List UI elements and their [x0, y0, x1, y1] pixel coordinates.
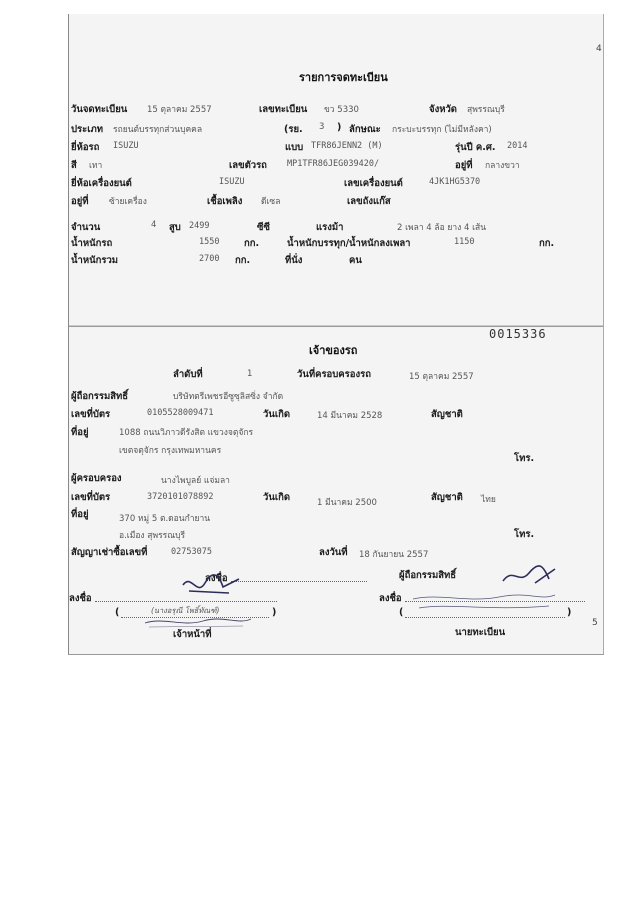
- contract-date-value: 18 กันยายน 2557: [359, 550, 429, 560]
- model-label: แบบ: [285, 142, 304, 153]
- plate-label: เลขทะเบียน: [259, 104, 308, 115]
- card-number-value: 0105528009471: [147, 408, 214, 418]
- count-value: 4: [151, 220, 157, 230]
- plate-value: ขว 5330: [324, 105, 359, 115]
- possessor-value: นางไพบูลย์ แจ่มลา: [161, 476, 230, 486]
- rs-label: (รย.: [284, 124, 303, 135]
- weight-label: น้ำหนักรถ: [71, 238, 113, 249]
- card-number-label: เลขที่บัตร: [71, 409, 111, 420]
- address-label: ที่อยู่: [71, 427, 89, 438]
- card2-value: 3720101078892: [147, 492, 214, 502]
- holder-value: บริษัทตรีเพชรอีซูซุลิสซิ่ง จำกัด: [173, 392, 284, 402]
- sign-label-b: ลงชื่อ: [69, 593, 92, 604]
- horsepower-label: แรงม้า: [316, 222, 344, 233]
- nationality-label: สัญชาติ: [431, 409, 463, 420]
- contract-date-label: ลงวันที่: [319, 547, 348, 558]
- registration-document: [68, 14, 604, 655]
- address2-line1: 370 หมู่ 5 ต.ดอนกำยาน: [119, 514, 211, 524]
- reg-date-value: 15 ตุลาคม 2557: [147, 105, 212, 115]
- phone-label: โทร.: [514, 453, 535, 464]
- birth-date2-value: 1 มีนาคม 2500: [317, 498, 377, 508]
- brand-label: ยี่ห้อรถ: [71, 142, 100, 153]
- left-paren-open: (: [115, 607, 120, 618]
- cc-label: ซีซี: [257, 222, 270, 233]
- count-label: จำนวน: [71, 222, 101, 233]
- year-value: 2014: [507, 141, 528, 151]
- registrar-caption: นายทะเบียน: [455, 627, 506, 638]
- cylinder-label: สูบ: [169, 222, 181, 233]
- contract-value: 02753075: [171, 547, 212, 557]
- engine-position-label: อยู่ที่: [71, 196, 89, 207]
- address-line1: 1088 ถนนวิภาวดีรังสิต แขวงจตุจักร: [119, 428, 254, 438]
- birth-date-value: 14 มีนาคม 2528: [317, 411, 383, 421]
- engine-brand-value: ISUZU: [219, 177, 245, 187]
- possession-date-label: วันที่ครอบครองรถ: [297, 369, 371, 380]
- birth-date-label: วันเกิด: [263, 409, 290, 420]
- address2-line2: อ.เมือง สุพรรณบุรี: [119, 531, 186, 541]
- style-value: กระบะบรรทุก (ไม่มีหลังคา): [392, 125, 492, 135]
- contract-label: สัญญาเช่าซื้อเลขที่: [71, 547, 148, 558]
- weight-value: 1550: [199, 237, 220, 247]
- style-label: ลักษณะ: [349, 124, 381, 135]
- color-label: สี: [71, 160, 77, 171]
- gas-tank-label: เลขถังแก๊ส: [347, 196, 391, 207]
- chassis-position-label: อยู่ที่: [455, 160, 473, 171]
- fuel-value: ดีเซล: [261, 197, 281, 207]
- card2-label: เลขที่บัตร: [71, 492, 111, 503]
- sequence-label: ลำดับที่: [173, 369, 203, 380]
- nationality2-value: ไทย: [481, 495, 496, 505]
- color-value: เทา: [89, 161, 103, 171]
- load-unit: กก.: [539, 238, 555, 249]
- holder-signature: [499, 563, 559, 589]
- owner-title: เจ้าของรถ: [309, 344, 358, 357]
- chassis-position-value: กลางขวา: [485, 161, 520, 171]
- seat-unit: คน: [349, 255, 362, 266]
- total-weight-value: 2700: [199, 254, 220, 264]
- officer-stamp: [143, 613, 253, 631]
- fuel-label: เชื้อเพลิง: [207, 196, 243, 207]
- engine-position-value: ซ้ายเครื่อง: [109, 197, 147, 207]
- seat-label: ที่นั่ง: [285, 255, 303, 266]
- officer-caption: เจ้าหน้าที่: [173, 629, 212, 640]
- possession-date-value: 15 ตุลาคม 2557: [409, 372, 474, 382]
- engine-brand-label: ยี่ห้อเครื่องยนต์: [71, 178, 132, 189]
- chassis-label: เลขตัวรถ: [229, 160, 267, 171]
- sign-line-b: [95, 601, 277, 602]
- province-value: สุพรรณบุรี: [467, 105, 505, 115]
- load-label: น้ำหนักบรรทุก/น้ำหนักลงเพลา: [287, 238, 411, 249]
- type-label: ประเภท: [71, 124, 104, 135]
- sign-line-a: [231, 581, 367, 582]
- cylinder-value: 2499: [189, 221, 210, 231]
- officer-name: (นางอรุณี โพธิ์ทัณฑ์): [151, 606, 220, 615]
- province-label: จังหวัด: [429, 104, 457, 115]
- load-value: 1150: [454, 237, 475, 247]
- weight-unit: กก.: [244, 238, 260, 249]
- holder-sign-label: ผู้ถือกรรมสิทธิ์: [399, 570, 457, 581]
- officer-signature: [179, 571, 249, 599]
- birth-date2-label: วันเกิด: [263, 492, 290, 503]
- year-label: รุ่นปี ค.ศ.: [455, 142, 496, 153]
- rs-close: ): [337, 122, 342, 133]
- total-weight-label: น้ำหนักรวม: [71, 255, 119, 266]
- total-weight-unit: กก.: [235, 255, 251, 266]
- sign-label-a: ลงชื่อ: [205, 573, 228, 584]
- right-paren-line: [405, 617, 565, 618]
- rs-value: 3: [319, 122, 325, 132]
- engine-number-value: 4JK1HG5370: [429, 177, 481, 187]
- address-line2: เขตจตุจักร กรุงเทพมหานคร: [119, 446, 222, 456]
- possessor-label: ผู้ครอบครอง: [71, 473, 122, 484]
- sign-label-c: ลงชื่อ: [379, 593, 402, 604]
- type-value: รถยนต์บรรทุกส่วนบุคคล: [113, 125, 203, 135]
- owner-section: [69, 326, 603, 655]
- registration-title: รายการจดทะเบียน: [299, 71, 388, 84]
- chassis-value: MP1TFR86JEG039420/: [287, 159, 380, 169]
- phone2-label: โทร.: [514, 529, 535, 540]
- left-paren-close: ): [272, 607, 277, 618]
- address2-label: ที่อยู่: [71, 509, 89, 520]
- axle-value: 2 เพลา 4 ล้อ ยาง 4 เส้น: [397, 223, 487, 233]
- right-paren-open: (: [399, 607, 404, 618]
- serial-number: 0015336: [489, 327, 547, 341]
- page-number-top: 4: [596, 44, 602, 54]
- nationality2-label: สัญชาติ: [431, 492, 463, 503]
- brand-value: ISUZU: [113, 141, 139, 151]
- model-value: TFR86JENN2 (M): [311, 141, 383, 151]
- sequence-value: 1: [247, 369, 253, 379]
- page-number-bottom: 5: [592, 618, 598, 628]
- right-paren-close: ): [567, 607, 572, 618]
- reg-date-label: วันจดทะเบียน: [71, 104, 128, 115]
- registrar-stamp: [409, 591, 559, 613]
- holder-label: ผู้ถือกรรมสิทธิ์: [71, 391, 129, 402]
- engine-number-label: เลขเครื่องยนต์: [344, 178, 403, 189]
